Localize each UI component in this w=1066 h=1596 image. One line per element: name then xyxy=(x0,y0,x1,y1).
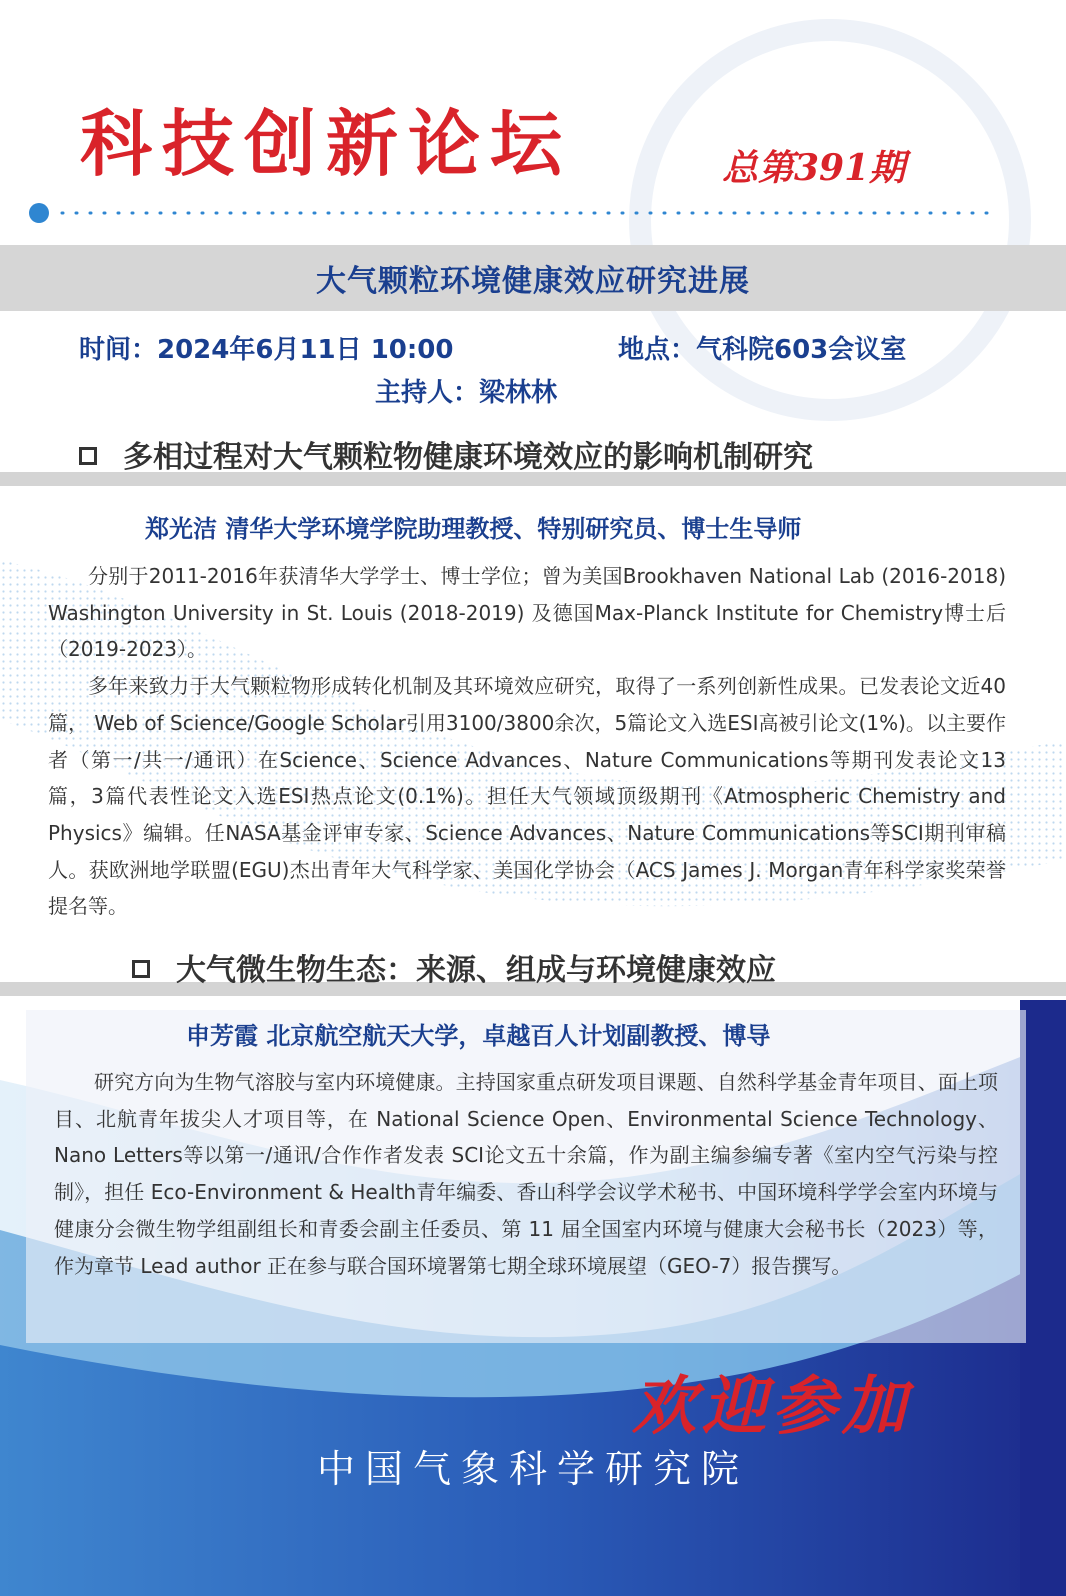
talk2-bio xyxy=(54,1064,998,1284)
talk1-title: 多相过程对大气颗粒物健康环境效应的影响机制研究 xyxy=(123,440,813,475)
talk1-bio-para: 多年来致力于大气颗粒物形成转化机制及其环境效应研究，取得了一系列创新性成果。已发表论文近40篇， Web of Science/Google Scholar引用3100/3800余次，5篇论文入选ESI高被引论文(1%)。以主要作者（第一/共一/通讯）在Science、Science Advances、Nature Communications等期刊发表论文13篇，3篇代表性论文入选ESI热点论文(0.1%)。担任大气领域顶级期刊《Atmospheric Chemistry and Physics》编辑。任NASA基金评审专家、Science Advances、Nature Communications等SCI期刊审稿人。获欧洲地学联盟(EGU)杰出青年大气科学家、美国化学协会（ACS James J. Morgan青年科学家奖荣誉提名等。 xyxy=(48,674,1006,919)
event-host: 主持人：梁林林 xyxy=(375,378,558,408)
topic-title: 大气颗粒环境健康效应研究进展 xyxy=(316,264,750,299)
talk1-speaker: 郑光洁 清华大学环境学院助理教授、特别研究员、博士生导师 xyxy=(145,515,802,543)
topic-banner xyxy=(0,245,1066,311)
event-time: 时间：2024年6月11日 10:00 xyxy=(79,335,454,365)
issue-number: 总第391期 xyxy=(722,147,906,189)
organizer-name: 中国气象科学研究院 xyxy=(316,1447,749,1491)
talk2-title: 大气微生物生态：来源、组成与环境健康效应 xyxy=(176,953,776,988)
divider-bullet xyxy=(29,203,49,223)
talk2-bio-para: 研究方向为生物气溶胶与室内环境健康。主持国家重点研发项目课题、自然科学基金青年项目、面上项目、北航青年拔尖人才项目等，在 National Science Open、Environmental Science Technology、 Nano Letters等以第一/通讯/合作作者发表 SCI论文五十余篇，作为副主编参编专著《室内空气污染与控制》，担任 Eco-Environment & Health青年编委、香山科学会议学术秘书、中国环境科学学会室内环境与健康分会微生物学组副组长和青委会副主任委员、第 11 届全国室内环境与健康大会秘书长（2023）等，作为章节 Lead author 正在参与联合国环境署第七期全球环境展望（GEO-7）报告撰写。 xyxy=(54,1070,998,1278)
talk2-speaker: 申芳霞 北京航空航天大学，卓越百人计划副教授、博导 xyxy=(186,1022,771,1050)
talk1-bio xyxy=(48,558,1006,925)
welcome-slogan: 欢迎参加 xyxy=(632,1369,912,1444)
forum-title: 科技创新论坛 xyxy=(80,101,573,186)
talk1-title-row xyxy=(79,440,813,475)
talk2-title-row xyxy=(132,953,776,988)
dotted-divider xyxy=(28,200,1008,226)
talk1-bio-para: 分别于2011-2016年获清华大学学士、博士学位；曾为美国Brookhaven National Lab (2016-2018) Washington University in St. Louis (2018-2019) 及德国Max-Planck Institute for Chemistry博士后（2019-2023）。 xyxy=(48,564,1006,662)
right-deep-band xyxy=(1020,1000,1066,1596)
checkbox-square-icon xyxy=(79,447,97,465)
event-place: 地点：气科院603会议室 xyxy=(618,335,907,365)
checkbox-square-icon xyxy=(132,960,150,978)
